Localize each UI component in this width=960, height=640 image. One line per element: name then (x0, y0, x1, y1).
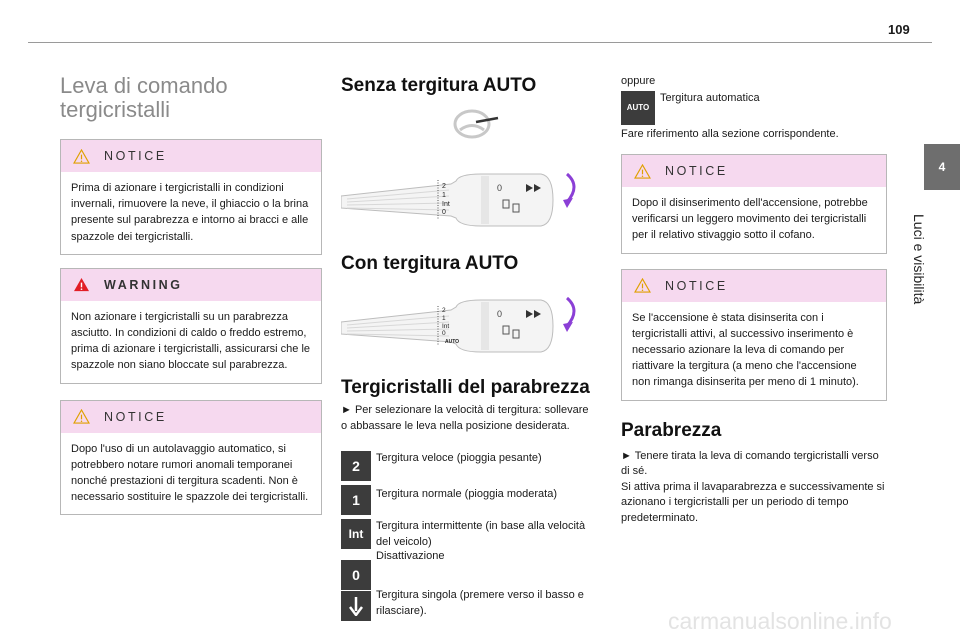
notice-box-3 (621, 154, 887, 254)
notice-label-2: NOTICE (104, 409, 167, 424)
speed-item-single (341, 591, 599, 625)
left-column (60, 70, 322, 515)
warning-triangle-icon (73, 409, 90, 424)
notice-text-3: Dopo il disinserimento dell'accensione, potrebbe verificarsi un leggero movimento dei tergicristalli per il relativo stivaggio sotto il cofano. (632, 197, 868, 242)
wiper-stalk-auto-illustration (341, 292, 586, 360)
warning-triangle-icon (73, 149, 90, 164)
stalk-mark-int: Int (442, 201, 450, 208)
steering-wheel-icon (450, 106, 500, 140)
intermittent-icon: Int (341, 519, 371, 549)
speed-item-text: Tergitura singola (premere verso il basso e rilasciare). (376, 589, 584, 617)
down-arrow-icon (341, 591, 371, 621)
speed-item-2 (341, 451, 599, 485)
windshield-text-1: ► Tenere tirata la leva di comando tergicristalli verso di sé. (621, 449, 879, 478)
oppure-text: oppure (621, 75, 656, 87)
chapter-tab[interactable]: 4 (924, 144, 960, 190)
chapter-label: Luci e visibilità (911, 214, 927, 305)
warning-header (61, 269, 321, 301)
speed-intro: ► Per selezionare la velocità di tergitura: sollevare o abbassare le leva nella posizione desiderata. (341, 404, 589, 432)
stalk2-mark-int: Int (442, 323, 450, 330)
right-column (621, 74, 887, 526)
windshield-text-2: Si attiva prima il lavaparabrezza e successivamente si azionano i tergicristalli per un periodo di tempo predeterminato. (621, 480, 885, 524)
warning-filled-icon (73, 277, 90, 292)
notice-header-3 (622, 155, 886, 187)
warning-triangle-icon (634, 164, 651, 179)
auto-wiping-row (621, 91, 887, 125)
notice-label-4: NOTICE (665, 278, 728, 293)
speed-item-1 (341, 485, 599, 519)
speed-2-icon: 2 (341, 451, 371, 481)
notice-box-4 (621, 269, 887, 401)
speed-list (341, 451, 599, 625)
watermark: carmanualsonline.info (668, 608, 892, 634)
notice-box (60, 139, 322, 255)
speed-item-0 (341, 550, 599, 587)
section-title-line1: Leva di comando (60, 73, 228, 98)
notice-header-4 (622, 270, 886, 302)
notice-label-3: NOTICE (665, 164, 728, 178)
speed-1-icon: 1 (341, 485, 371, 515)
notice-text-4: Se l'accensione è stata disinserita con i tergicristalli attivi, al successivo inserimento è necessario azionare la leva di comando per riattivare la tergitura (a meno che l'accensione non rimanga disinserita per meno di 1 minuto). (632, 311, 859, 389)
stalk-mark-0-rear: 0 (497, 183, 503, 193)
stalk-mark-2: 2 (442, 183, 446, 190)
speed-item-text: Tergitura veloce (pioggia pesante) (376, 452, 542, 464)
header-divider (28, 42, 932, 43)
stalk2-mark-2: 2 (442, 307, 446, 314)
speed-item-int (341, 519, 599, 553)
chapter-label-wrap (911, 214, 927, 324)
stalk2-mark-0: 0 (442, 330, 446, 337)
notice-text-2: Dopo l'uso di un autolavaggio automatico, si potrebbero notare rumori anomali temporanei nonché prestazioni di tergitura scadenti. Non è necessario sostituire le spazzole dei tergicristalli. (71, 442, 309, 504)
notice-header-2 (61, 401, 321, 433)
speed-item-text: Tergitura normale (pioggia moderata) (376, 488, 557, 500)
stalk2-mark-1: 1 (442, 315, 446, 322)
heading-tergicristalli: Tergicristalli del parabrezza (341, 377, 590, 398)
notice-box-2 (60, 400, 322, 516)
refer-text: Fare riferimento alla sezione corrispondente. (621, 127, 839, 140)
wiper-stalk-illustration (341, 166, 586, 236)
speed-item-text: Disattivazione (376, 550, 445, 562)
warning-text: Non azionare i tergicristalli su un parabrezza asciutto. In condizioni di caldo o freddo estremo, prima di azionare i tergicristalli, assicurarsi che le spazzole non siano bloccate sul parabrezza. (71, 310, 311, 372)
heading-senza-auto: Senza tergitura AUTO (341, 75, 537, 96)
auto-wiping-text: Tergitura automatica (660, 91, 760, 104)
notice-text: Prima di azionare i tergicristalli in condizioni invernali, rimuovere la neve, il ghiaccio o la brina presente sul parabrezza e intorno ai bracci e alle spazzole dei tergicristalli. (71, 182, 309, 243)
heading-con-auto: Con tergitura AUTO (341, 253, 519, 274)
speed-item-text: Tergitura intermittente (in base alla velocità del veicolo) (376, 520, 586, 548)
notice-label: NOTICE (104, 149, 167, 163)
stalk2-mark-0-rear: 0 (497, 309, 503, 319)
warning-box (60, 268, 322, 384)
page-number: 109 (888, 22, 910, 37)
section-title-line2: tergicristalli (60, 97, 171, 122)
auto-icon: AUTO (621, 91, 655, 125)
off-0-icon: 0 (341, 560, 371, 590)
stalk-mark-1: 1 (442, 192, 446, 199)
heading-parabrezza: Parabrezza (621, 419, 722, 441)
stalk2-mark-auto: AUTO (445, 339, 460, 345)
warning-triangle-icon (634, 278, 651, 293)
warning-label: WARNING (104, 277, 183, 292)
stalk-mark-0: 0 (442, 209, 446, 216)
notice-header (61, 140, 321, 172)
